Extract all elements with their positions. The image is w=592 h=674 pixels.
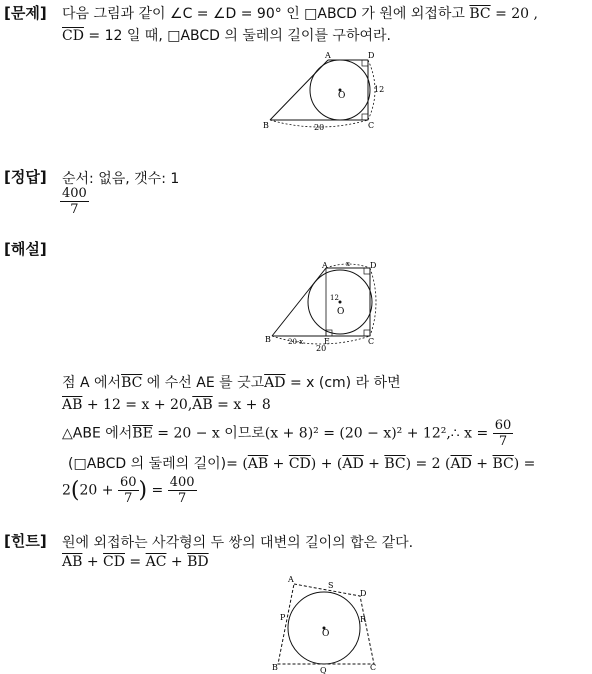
svg-text:C: C — [368, 337, 375, 346]
label-12: 12 — [374, 85, 385, 94]
svg-text:20-x: 20-x — [288, 338, 304, 346]
svg-text:O: O — [322, 629, 330, 639]
label-b: B — [263, 121, 269, 130]
svg-text:20: 20 — [316, 344, 327, 352]
solution-line1: 점 A 에서$\overline{BC}$ 에 수선 AE 를 긋고$\overline{AD} = x$ (cm) 라 하면 — [62, 375, 401, 391]
solution-line3: △ABE 에서$\overline{BE} = 20 - x$ 이므로(x + 8)² = (20 − x)² + 12²,∴ x = $\frac{60}{7}$ — [62, 418, 512, 449]
svg-text:E: E — [324, 337, 330, 346]
svg-text:A: A — [288, 575, 294, 584]
solution-line2: $\overline{AB} + 12 = x + 20,\overline{AB} = x + 8$ — [62, 397, 271, 413]
svg-text:D: D — [370, 262, 377, 270]
svg-text:S: S — [328, 581, 334, 590]
svg-text:Q: Q — [320, 666, 327, 674]
label-a: A — [325, 51, 331, 60]
answer-meta: 순서: 없음, 갯수: 1 — [62, 171, 180, 187]
label-o: O — [338, 91, 346, 101]
problem-figure — [260, 50, 390, 132]
side-ab — [270, 60, 328, 120]
problem-text-line2: $\overline{CD} = 12$ 일 때, □ABCD 의 둘레의 길이를 구하여라. — [62, 28, 391, 44]
svg-text:R: R — [360, 615, 367, 624]
right-angle-c — [362, 114, 368, 120]
svg-text:O: O — [337, 307, 345, 317]
svg-text:A: A — [322, 262, 328, 270]
hint-line1: 원에 외접하는 사각형의 두 쌍의 대변의 길이의 합은 같다. — [62, 535, 414, 551]
hint-line2: $\overline{AB} + \overline{CD} = \overline{AC} + \overline{BD}$ — [62, 554, 209, 570]
label-c: C — [368, 121, 375, 130]
label-20: 20 — [314, 123, 325, 132]
solution-line4: (□ABCD 의 둘레의 길이)= $(\overline{AB} + \overline{CD}) + (\overline{AD} + \overline{BC}) = 2$ $(\overline{AD} + \overline{BC})$ = — [68, 456, 536, 472]
solution-tag: [해설] — [4, 240, 47, 258]
svg-text:C: C — [370, 663, 377, 672]
svg-text:x: x — [346, 262, 350, 268]
svg-text:B: B — [265, 335, 271, 344]
svg-text:D: D — [360, 589, 367, 598]
solution-line5: 2(20 + $\frac{60}{7}$ ) = $\frac{400}{7}$ — [62, 475, 195, 506]
problem-tag: [문제] — [4, 4, 47, 22]
answer-tag: [정답] — [4, 168, 47, 186]
hint-tag: [힌트] — [4, 532, 47, 550]
solution-figure — [262, 262, 392, 352]
svg-text:12: 12 — [330, 294, 339, 302]
label-d: D — [368, 51, 375, 60]
answer-fraction: $\frac{400}{7}$ — [62, 186, 87, 217]
svg-text:P: P — [280, 613, 286, 622]
hint-figure — [268, 574, 384, 674]
svg-text:B: B — [272, 663, 278, 672]
problem-text-line1: 다음 그림과 같이 ∠C = ∠D = 90° 인 □ABCD 가 원에 외접하고 $\overline{BC} = 20$ , — [62, 6, 538, 22]
right-angle-d — [362, 60, 368, 66]
